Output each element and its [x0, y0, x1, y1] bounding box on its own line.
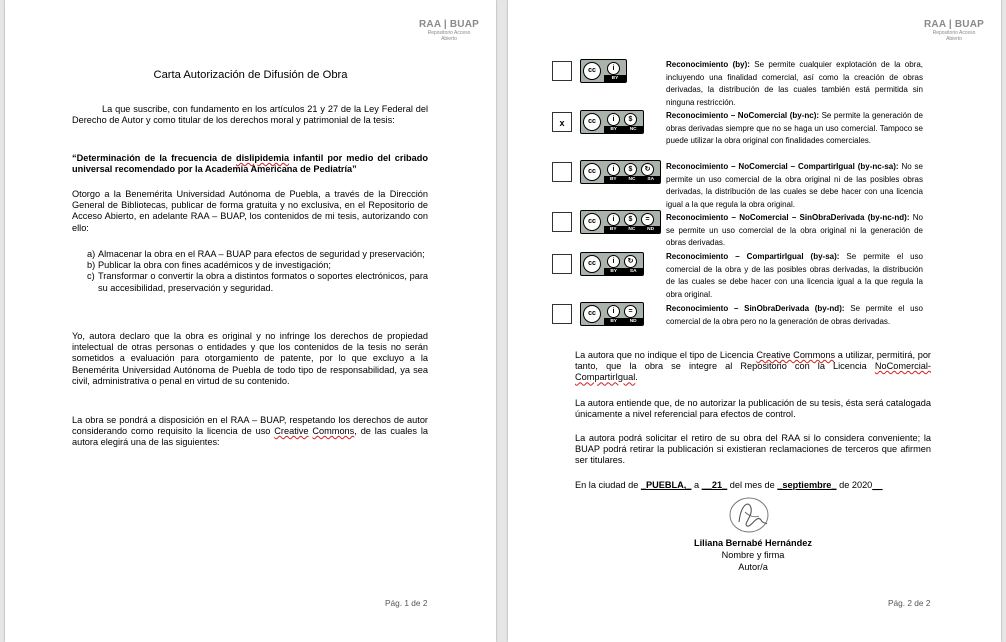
- month-value: _septiembre_: [777, 480, 837, 490]
- attribution-icon: i: [607, 163, 620, 176]
- cc-license-badge: [580, 160, 661, 184]
- attribution-icon: i: [607, 213, 620, 226]
- license-text: Se permite cualquier explotación de la obra, incluyendo una finalidad comercial, así como la creación de obras derivadas, la distribución de las cuales también está permitida sin ninguna restricción.: [666, 60, 924, 107]
- licence-part-3: Commons: [312, 426, 355, 437]
- sharealike-icon: ↻: [624, 255, 637, 268]
- cc-icon: cc: [583, 163, 601, 181]
- raa-buap-logo: [419, 19, 479, 42]
- badge-label-strip: [604, 268, 643, 275]
- list-item: [73, 249, 428, 260]
- badge-label: NC: [628, 177, 636, 182]
- list-item: [73, 271, 428, 293]
- non-publication-paragraph: La autora entiende que, de no autorizar la publicación de su tesis, ésta será catalogada únicamente a nivel referencial para efectos de control.: [575, 398, 932, 420]
- cc-license-badge: [580, 110, 644, 134]
- logo-line-1: Repositorio Acceso: [427, 30, 471, 36]
- list-marker: c): [87, 271, 95, 282]
- licence-part-1: La obra se pondrá a disposición en el RAA – BUAP, respetando los derechos de autor considerando como requisito la licencia de uso: [72, 415, 428, 437]
- signature-image: [727, 494, 773, 536]
- license-title: Reconocimiento – NoComercial – SinObraDerivada (by-nc-nd):: [666, 213, 910, 222]
- day-value: __21_: [701, 480, 728, 490]
- badge-label: ND: [629, 319, 637, 324]
- badge-label: BY: [611, 76, 619, 81]
- attribution-icon: i: [607, 113, 620, 126]
- license-title: Reconocimiento – CompartirIgual (by-sa):: [666, 252, 840, 261]
- logo-name: RAA | BUAP: [419, 19, 479, 30]
- licence-paragraph: [72, 415, 428, 449]
- license-description: [666, 59, 923, 109]
- grant-paragraph: Otorgo a la Benemérita Universidad Autónoma de Puebla, a través de la Dirección General de Bibliotecas, publicar de forma gratuita y no exclusiva, en el Repositorio de Acceso Abierto, en adelante RAA – BUAP, los contenidos de mi tesis, autorizando con ello:: [72, 189, 428, 233]
- city-name: _PUEBLA,_: [640, 480, 692, 490]
- badge-label: NC: [629, 127, 637, 132]
- licence-part-2: Creative: [274, 426, 309, 437]
- logo-line-2: Abierto: [946, 36, 962, 42]
- cc-icon: cc: [583, 255, 601, 273]
- badge-label: BY: [610, 319, 618, 324]
- badge-label: SA: [647, 177, 655, 182]
- noderivatives-icon: =: [624, 305, 637, 318]
- license-text: Se permite el uso comercial de la obra y de las posibles obras derivadas, la distribución de las cuales se debe hacer con una licencia igual a la que regula la obra original.: [666, 252, 923, 299]
- cc-icon: cc: [583, 305, 601, 323]
- badge-label: ND: [647, 227, 655, 232]
- logo-line-2: Abierto: [441, 36, 457, 42]
- thesis-title-part-1: “Determinación de la frecuencia de: [72, 153, 236, 163]
- thesis-title-part-2: dislipidemia: [235, 153, 290, 163]
- license-title: Reconocimiento (by):: [666, 60, 750, 69]
- badge-label-strip: [604, 126, 643, 133]
- document-title: Carta Autorización de Difusión de Obra: [153, 69, 348, 81]
- badge-label: NC: [628, 227, 636, 232]
- page-number-1: Pág. 1 de 2: [385, 598, 428, 608]
- city-part-1: En la ciudad de: [575, 480, 641, 490]
- logo-line-1: Repositorio Acceso: [932, 30, 976, 36]
- p1-part-5: .: [635, 372, 638, 383]
- license-title: Reconocimiento – NoComercial (by-nc):: [666, 111, 820, 120]
- noncommercial-icon: $: [624, 213, 637, 226]
- logo-name: RAA | BUAP: [924, 19, 984, 30]
- license-checkbox[interactable]: [552, 162, 572, 182]
- badge-label: BY: [610, 269, 618, 274]
- license-text: No se permite un uso comercial de la obra original ni la generación de obras derivadas.: [666, 213, 923, 247]
- license-text: Se permite el uso comercial de la obra pero no la generación de obras derivadas.: [666, 304, 923, 326]
- city-part-3: del mes de: [727, 480, 778, 490]
- license-checkbox[interactable]: [552, 304, 572, 324]
- license-checkbox[interactable]: x: [552, 112, 572, 132]
- badge-label-strip: [604, 226, 660, 233]
- list-item: [73, 260, 428, 271]
- withdrawal-paragraph: La autora podrá solicitar el retiro de su obra del RAA si lo considera conveniente; la BUAP podrá retirar la publicación si existieran reclamaciones de terceros que afirmen ser titulares.: [575, 433, 931, 466]
- list-marker: a): [87, 249, 96, 259]
- license-text: No se permite un uso comercial de la obra original ni de las posibles obras derivadas, la distribución de las cuales se debe hacer con una licencia igual a la que regula la obra original.: [666, 162, 924, 209]
- intro-paragraph: La que suscribe, con fundamento en los artículos 21 y 27 de la Ley Federal del Derecho de Autor y como titular de los derechos moral y patrimonial de la tesis:: [72, 104, 428, 126]
- list-marker: b): [87, 260, 96, 271]
- license-description: [666, 212, 923, 250]
- license-description: [666, 251, 923, 301]
- badge-label: SA: [629, 269, 637, 274]
- document-page-2: [508, 0, 1001, 642]
- badge-label-strip: [604, 75, 626, 82]
- list-text: Publicar la obra con fines académicos y de investigación;: [98, 260, 331, 271]
- cc-icon: cc: [583, 113, 601, 131]
- authorization-list: [73, 249, 428, 294]
- thesis-title-part-3: infantil por medio del cribado universal recomendado por la Academia Americana de Pediatría”: [72, 153, 428, 175]
- list-text: Transformar o convertir la obra a distintos formatos o soportes electrónicos, para su accesibilidad, preservación y seguridad.: [98, 271, 428, 293]
- document-page-1: [5, 0, 496, 642]
- signer-name: Liliana Bernabé Hernández: [694, 538, 812, 548]
- license-checkbox[interactable]: [552, 254, 572, 274]
- default-licence-paragraph: [575, 350, 931, 384]
- badge-label: BY: [609, 227, 617, 232]
- city-part-4: de 2020: [836, 480, 873, 490]
- license-description: [666, 303, 923, 328]
- year-underline: __: [872, 480, 883, 490]
- cc-license-badge: [580, 302, 644, 326]
- cc-icon: cc: [583, 213, 601, 231]
- city-date-line: [575, 480, 931, 491]
- noncommercial-icon: $: [624, 163, 637, 176]
- license-checkbox[interactable]: [552, 212, 572, 232]
- badge-label-strip: [604, 318, 643, 325]
- p1-part-3: a utilizar, permitirá, por tanto, que la obra se integre al Repositorio con la Licencia: [575, 350, 931, 372]
- page-number-2: Pág. 2 de 2: [888, 598, 931, 608]
- cc-license-badge: [580, 210, 661, 234]
- noderivatives-icon: =: [641, 213, 654, 226]
- license-title: Reconocimiento – SinObraDerivada (by-nd):: [666, 304, 845, 313]
- cc-icon: cc: [583, 62, 601, 80]
- sharealike-icon: ↻: [641, 163, 654, 176]
- cc-license-badge: [580, 252, 644, 276]
- thesis-title: [72, 153, 428, 175]
- cc-license-badge: [580, 59, 627, 83]
- attribution-icon: i: [607, 255, 620, 268]
- license-text: Se permite la generación de obras derivadas siempre que no se haga un uso comercial. Tampoco se puede utilizar la obra original con finalidades comerciales.: [666, 111, 923, 145]
- attribution-icon: i: [607, 62, 620, 75]
- licence-part-4: , de las cuales la autora elegirá una de las siguientes:: [72, 426, 428, 448]
- city-part-2: a: [691, 480, 702, 490]
- badge-label-strip: [604, 176, 660, 183]
- p1-part-1: La autora que no indique el tipo de Licencia: [575, 350, 757, 360]
- license-title: Reconocimiento – NoComercial – CompartirIgual (by-nc-sa):: [666, 162, 899, 171]
- attribution-icon: i: [607, 305, 620, 318]
- raa-buap-logo: [924, 19, 984, 42]
- badge-label: BY: [610, 127, 618, 132]
- p1-part-4: NoComercial-CompartirIgual: [575, 361, 931, 383]
- noncommercial-icon: $: [624, 113, 637, 126]
- license-description: [666, 110, 923, 148]
- declaration-paragraph: Yo, autora declaro que la obra es original y no infringe los derechos de propiedad intelectual de otras personas o entidades y que los contenidos de la tesis no serán sometidos a evaluación para otorgamiento de patente, por lo que excluyo a la Benemérita Universidad Autónoma de Puebla de todo tipo de responsabilidad, ya sea civil, administrativa o penal en virtud de su contenido.: [72, 331, 428, 386]
- license-checkbox[interactable]: [552, 61, 572, 81]
- signature-caption-1: Nombre y firma: [721, 550, 785, 560]
- badge-label: BY: [609, 177, 617, 182]
- list-text: Almacenar la obra en el RAA – BUAP para efectos de seguridad y preservación;: [98, 249, 425, 259]
- license-description: [666, 161, 923, 211]
- signature-caption-2: Autor/a: [738, 562, 768, 572]
- p1-part-2: Creative Commons: [756, 350, 836, 360]
